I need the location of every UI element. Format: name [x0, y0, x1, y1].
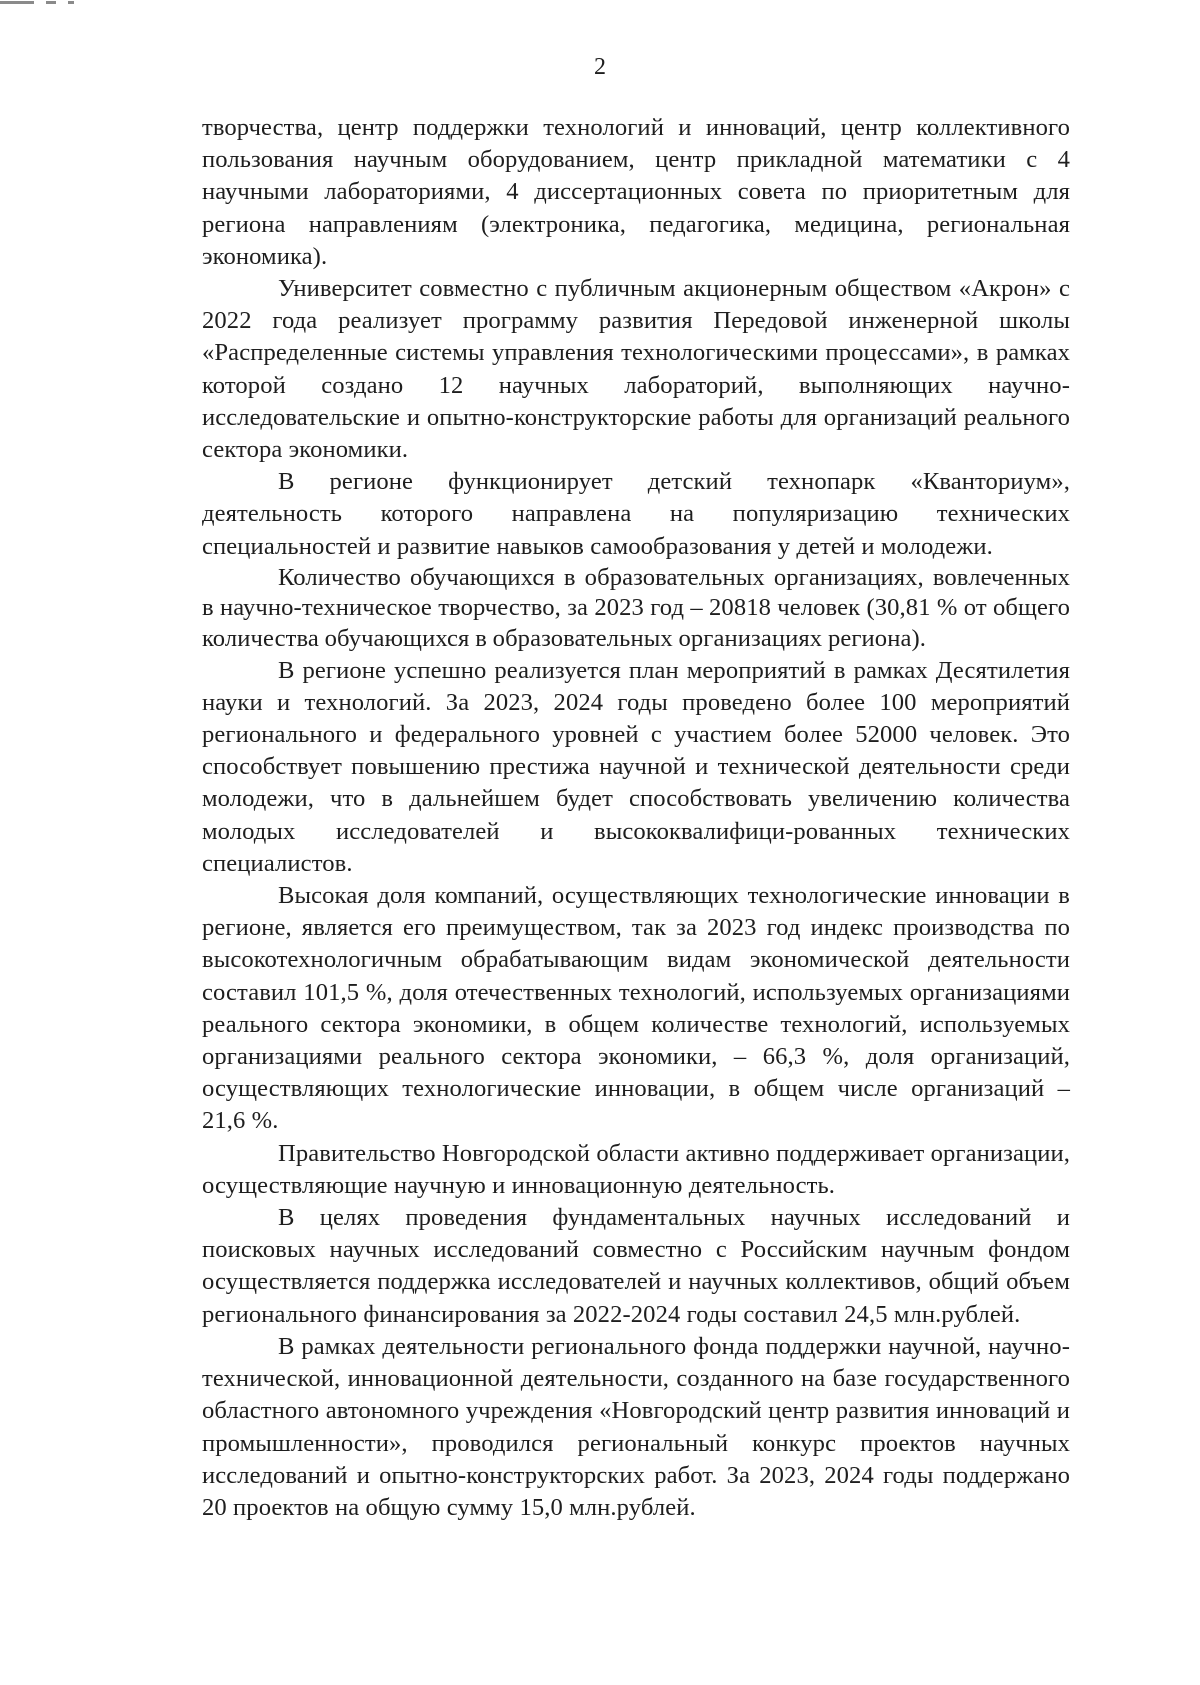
page-number: 2: [594, 54, 606, 80]
paragraph-regional-fund: В рамках деятельности регионального фонда поддержки научной, научно-технической, инновационной деятельности, созданного на базе государственного областного автономного учреждения «Новгородский центр развития инноваций и промышленности», проводился региональный конкурс проектов научных исследований и опытно-конструкторских работ. За 2023, 2024 годы поддержано 20 проектов на общую сумму 15,0 млн.рублей.: [202, 1332, 1070, 1521]
paragraph-continuation: творчества, центр поддержки технологий и инноваций, центр коллективного пользования научным оборудованием, центр прикладной математики с 4 научными лабораториями, 4 диссертационных совета по приоритетным для региона направлениям (электроника, педагогика, медицина, региональная экономика).: [202, 114, 1070, 270]
paragraph-decade-of-science: В регионе успешно реализуется план мероприятий в рамках Десятилетия науки и технологий. За 2023, 2024 годы проведено более 100 мероприятий регионального и федерального уровней с участием более 52000 человек. Это способствует повышению престижа научной и технической деятельности среди молодежи, что в дальнейшем будет способствовать увеличению количества молодых исследователей и высококвалифици-рованных технических специалистов.: [202, 656, 1070, 877]
paragraph-students-count: Количество обучающихся в образовательных организациях, вовлеченных в научно-техническое творчество, за 2023 год – 20818 человек (30,81 % от общего количества обучающихся в образовательных организациях региона).: [202, 563, 1070, 653]
scan-corner-mark: [0, 0, 90, 6]
paragraph-science-foundation: В целях проведения фундаментальных научных исследований и поисковых научных исследований совместно с Российским научным фондом осуществляется поддержка исследователей и научных коллективов, общий объем регионального финансирования за 2022-2024 годы составил 24,5 млн.рублей.: [202, 1204, 1070, 1328]
paragraph-innovation-share: Высокая доля компаний, осуществляющих технологические инновации в регионе, является его преимуществом, так за 2023 год индекс производства по высокотехнологичным обрабатывающим видам экономической деятельности составил 101,5 %, доля отечественных технологий, используемых организациями реального сектора экономики, в общем количестве технологий, используемых организациями реального сектора экономики, – 66,3 %, доля организаций, осуществляющих технологические инновации, в общем числе организаций – 21,6 %.: [202, 882, 1070, 1135]
paragraph-government-support: Правительство Новгородской области активно поддерживает организации, осуществляющие научную и инновационную деятельность.: [202, 1139, 1070, 1199]
document-body: [202, 112, 1070, 1524]
paragraph-technopark: В регионе функционирует детский технопарк «Кванториум», деятельность которого направлена на популяризацию технических специальностей и развитие навыков самообразования у детей и молодежи.: [202, 468, 1070, 560]
paragraph-engineering-school: Университет совместно с публичным акционерным обществом «Акрон» с 2022 года реализует программу развития Передовой инженерной школы «Распределенные системы управления технологическими процессами», в рамках которой создано 12 научных лабораторий, выполняющих научно-исследовательские и опытно-конструкторские работы для организаций реального сектора экономики.: [202, 275, 1070, 464]
